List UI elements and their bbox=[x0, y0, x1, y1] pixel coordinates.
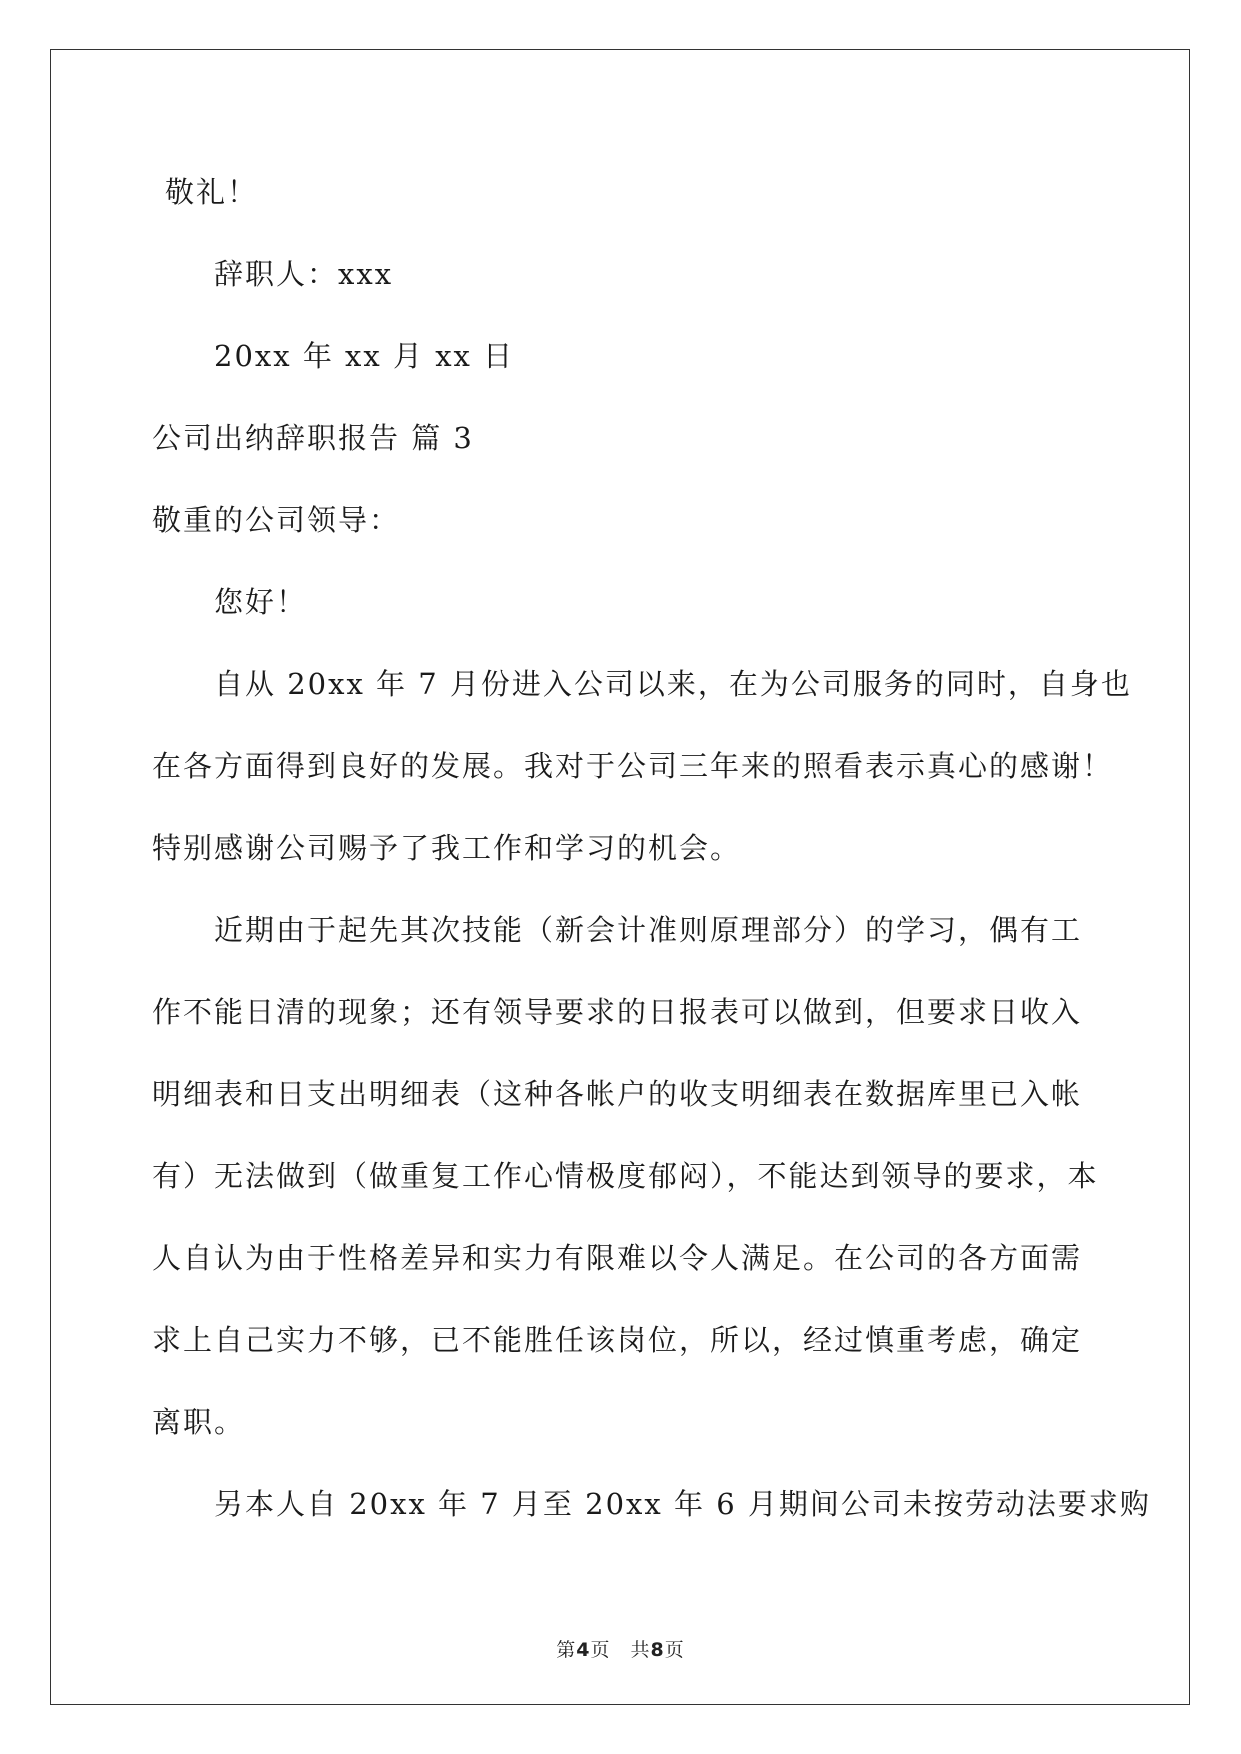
paragraph-2-line: 人自认为由于性格差异和实力有限难以令人满足。在公司的各方面需 bbox=[152, 1241, 1083, 1275]
greeting: 您好！ bbox=[214, 585, 308, 619]
paragraph-1-line: 自从 20xx 年 7 月份进入公司以来，在为公司服务的同时，自身也 bbox=[214, 667, 1132, 701]
paragraph-2-line: 求上自己实力不够，已不能胜任该岗位，所以，经过慎重考虑，确定 bbox=[152, 1323, 1083, 1357]
closing-text: 敬礼！ bbox=[165, 175, 259, 209]
salutation: 敬重的公司领导： bbox=[152, 503, 401, 537]
paragraph-3-line: 另本人自 20xx 年 7 月至 20xx 年 6 月期间公司未按劳动法要求购 bbox=[214, 1487, 1151, 1521]
paragraph-1-line: 特别感谢公司赐予了我工作和学习的机会。 bbox=[152, 831, 742, 865]
footer-suffix: 页 bbox=[664, 1639, 685, 1661]
paragraph-2-line: 作不能日清的现象；还有领导要求的日报表可以做到，但要求日收入 bbox=[152, 995, 1083, 1029]
date-line: 20xx 年 xx 月 xx 日 bbox=[214, 339, 515, 373]
page-footer bbox=[0, 1638, 1241, 1662]
paragraph-1-line: 在各方面得到良好的发展。我对于公司三年来的照看表示真心的感谢！ bbox=[152, 749, 1114, 783]
paragraph-2-line: 明细表和日支出明细表（这种各帐户的收支明细表在数据库里已入帐 bbox=[152, 1077, 1083, 1111]
paragraph-2-line: 近期由于起先其次技能（新会计准则原理部分）的学习，偶有工 bbox=[214, 913, 1083, 947]
paragraph-2-line: 离职。 bbox=[152, 1405, 246, 1439]
section-title: 公司出纳辞职报告 篇 3 bbox=[152, 421, 474, 455]
paragraph-2-line: 有）无法做到（做重复工作心情极度郁闷），不能达到领导的要求，本 bbox=[152, 1159, 1099, 1193]
footer-mid: 页 共 bbox=[590, 1639, 651, 1661]
total-page-number: 8 bbox=[650, 1639, 665, 1661]
signer-line: 辞职人：xxx bbox=[214, 257, 394, 291]
footer-prefix: 第 bbox=[556, 1639, 577, 1661]
page-frame bbox=[50, 49, 1190, 1705]
current-page-number: 4 bbox=[576, 1639, 591, 1661]
